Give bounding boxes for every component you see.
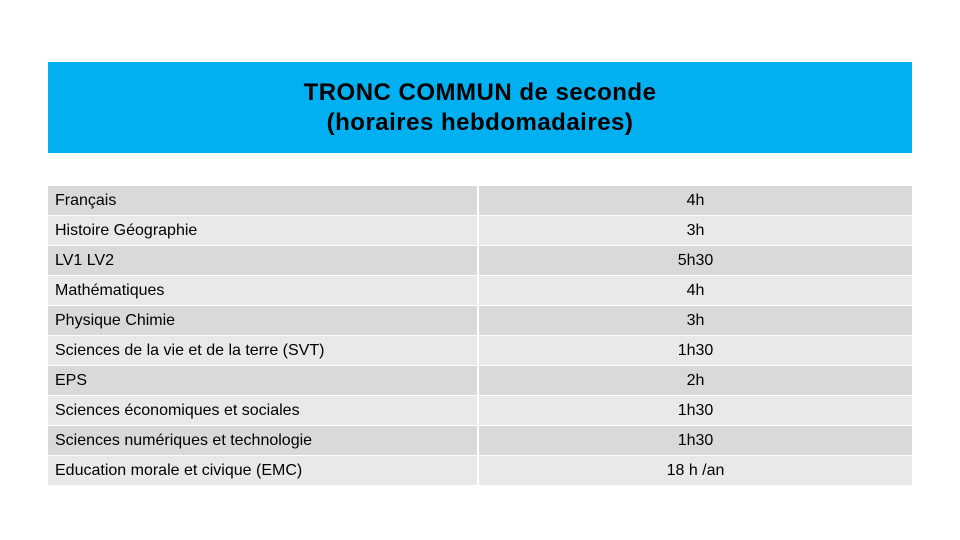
title-line-2: (horaires hebdomadaires)	[326, 108, 634, 136]
hours-cell: 3h	[479, 216, 912, 245]
table-row	[48, 246, 912, 276]
hours-cell: 1h30	[479, 336, 912, 365]
table-row	[48, 186, 912, 216]
title-line-1: TRONC COMMUN de seconde	[303, 78, 657, 106]
subject-cell: Histoire Géographie	[48, 216, 479, 245]
hours-cell: 5h30	[479, 246, 912, 275]
subject-cell: Sciences économiques et sociales	[48, 396, 479, 425]
table-row	[48, 456, 912, 486]
subject-cell: Sciences de la vie et de la terre (SVT)	[48, 336, 479, 365]
hours-cell: 1h30	[479, 426, 912, 455]
subject-cell: LV1 LV2	[48, 246, 479, 275]
table-row	[48, 306, 912, 336]
hours-cell: 1h30	[479, 396, 912, 425]
hours-cell: 3h	[479, 306, 912, 335]
schedule-table	[48, 186, 912, 486]
table-row	[48, 276, 912, 306]
table-row	[48, 426, 912, 456]
table-row	[48, 366, 912, 396]
title-banner	[48, 62, 912, 153]
subject-cell: Physique Chimie	[48, 306, 479, 335]
table-row	[48, 336, 912, 366]
subject-cell: Education morale et civique (EMC)	[48, 456, 479, 485]
subject-cell: Français	[48, 186, 479, 215]
table-row	[48, 396, 912, 426]
hours-cell: 18 h /an	[479, 456, 912, 485]
hours-cell: 4h	[479, 276, 912, 305]
subject-cell: EPS	[48, 366, 479, 395]
subject-cell: Mathématiques	[48, 276, 479, 305]
hours-cell: 4h	[479, 186, 912, 215]
subject-cell: Sciences numériques et technologie	[48, 426, 479, 455]
hours-cell: 2h	[479, 366, 912, 395]
table-row	[48, 216, 912, 246]
